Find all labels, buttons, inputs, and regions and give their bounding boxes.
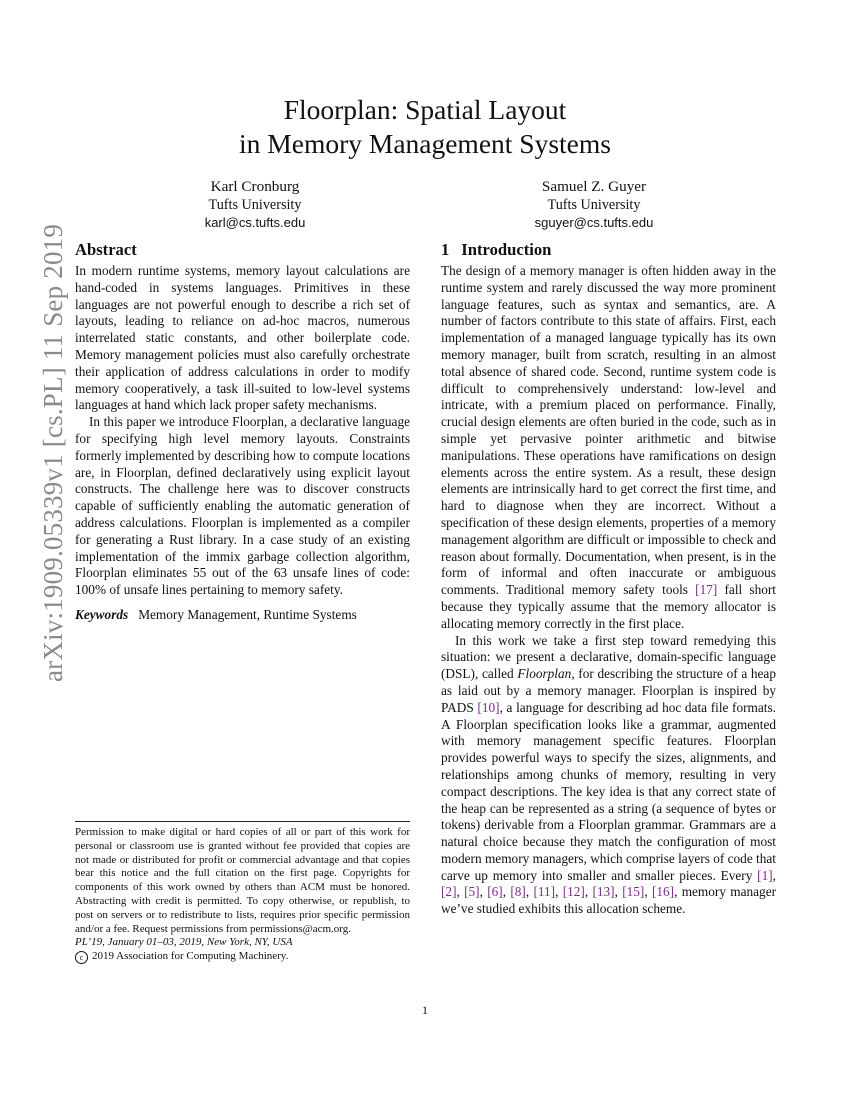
- author-block-2: [484, 178, 704, 232]
- left-column: [75, 240, 410, 624]
- footnote-rule: [75, 821, 410, 822]
- author-affiliation: Tufts University: [208, 197, 302, 213]
- citation-link[interactable]: [6]: [487, 884, 503, 900]
- citation-link[interactable]: [15]: [622, 884, 645, 900]
- introduction-heading: [441, 240, 776, 260]
- copyright-line: [75, 950, 410, 964]
- section-title: Introduction: [461, 240, 552, 259]
- citation-link[interactable]: [13]: [592, 884, 615, 900]
- section-number: 1: [441, 240, 450, 259]
- right-column: [441, 240, 776, 918]
- intro-text: fall short because they typically assume that the memory allocator is allocating memory correctly in the first place.: [441, 582, 776, 631]
- intro-text: The design of a memory manager is often hidden away in the runtime system and rarely discussed the way more prominent language features, such as syntax and semantics, are. A number of factors contribute to this state of affairs. First, each implementation of a managed language typically has its own memory manager, built from scratch, resulting in an almost total absence of shared code. Second, runtime system code is difficult to comprehensively understand: low-level and intricate, with a premium placed on performance. Finally, crucial design elements are often buried in the code, such as in simple yet pervasive pointer arithmetic and bitwise manipulations. These operations have ramifications on design elements across the entire system. As a result, these design elements are intrinsically hard to get correct the first time, and hard to diagnose when they are incorrect. Without a specification of these design elements, properties of a memory management algorithm are difficult or impossible to check and reason about formally. Documentation, when present, is in the form of informal and often inaccurate or ambiguous comments. Traditional memory safety tools: [441, 263, 776, 598]
- author-block-1: [145, 178, 365, 232]
- permission-text: Permission to make digital or hard copies of all or part of this work for personal or classroom use is granted without fee provided that copies are not made or distributed for profit or commercial advantage and that copies bear this notice and the full citation on the first page. Copyrights for components of this work owned by others than ACM must be honored. Abstracting with credit is permitted. To copy otherwise, or republish, to post on servers or to redistribute to lists, requires prior specific permission and/or a fee. Request permissions from permissions@acm.org.: [75, 826, 410, 935]
- author-email[interactable]: karl@cs.tufts.edu: [204, 215, 306, 230]
- title-line-2: in Memory Management Systems: [239, 128, 611, 159]
- intro-text: , for describing the structure of a heap as laid out by a memory manager. Floorplan is inspired by PADS: [441, 666, 776, 715]
- intro-text: , a language for describing ad hoc data file formats. A Floorplan specification looks like a grammar, augmented with memory management specific features. Floorplan provides powerful ways to specify the sizes, alignments, and relationships among chunks of memory, resulting in very compact descriptions. The key idea is that any correct state of the heap can be represented as a string (a sequence of bytes or tokens) derivable from a Floorplan grammar. Grammars are a natural choice because they match the configuration of most modern memory managers, which comprise layers of code that carve up memory into smaller and smaller pieces. Every: [441, 699, 776, 883]
- citation-link[interactable]: [11]: [533, 884, 556, 900]
- keywords-line: [75, 607, 410, 624]
- keywords-value: Memory Management, Runtime Systems: [138, 606, 357, 622]
- abstract-heading: Abstract: [75, 240, 137, 259]
- author-name: Samuel Z. Guyer: [541, 178, 647, 195]
- paper-title: [0, 93, 850, 161]
- author-affiliation: Tufts University: [547, 197, 641, 213]
- copyright-icon: c: [75, 951, 88, 964]
- intro-paragraph-1: [441, 263, 776, 633]
- permission-footnote: [75, 826, 410, 964]
- citation-link[interactable]: [10]: [477, 699, 500, 715]
- citation-link[interactable]: [8]: [510, 884, 526, 900]
- title-line-1: Floorplan: Spatial Layout: [283, 94, 567, 125]
- citation-link[interactable]: [17]: [695, 582, 718, 598]
- citation-link[interactable]: [12]: [562, 884, 585, 900]
- copyright-text: 2019 Association for Computing Machinery.: [92, 950, 289, 963]
- author-name: Karl Cronburg: [210, 178, 300, 195]
- citation-list: [1], [2], [5], [6], [8], [11], [12], [13], [15], [16]: [441, 867, 776, 900]
- intro-text: , memory manager we’ve studied exhibits this allocation scheme.: [441, 884, 777, 917]
- conference-info: PL’19, January 01–03, 2019, New York, NY, USA: [75, 936, 293, 949]
- citation-link[interactable]: [1]: [757, 867, 773, 883]
- abstract-paragraph-1: In modern runtime systems, memory layout calculations are hand-coded in systems languages. Primitives in these languages are not powerful enough to describe a rich set of layouts, leading to reliance on ad-hoc macros, numerous interrelated static constants, and other boilerplate code. Memory management policies must also carefully orchestrate their application of address calculations in order to modify memory cooperatively, a task ill-suited to low-level systems languages at hand which lack proper safety mechanisms.: [75, 263, 410, 413]
- intro-text: In this work we take a first step toward remedying this situation: we present a declarative, domain-specific language (DSL), called: [441, 632, 776, 682]
- citation-link[interactable]: [2]: [441, 884, 457, 900]
- citation-link[interactable]: [16]: [651, 884, 675, 900]
- keywords-label: Keywords: [75, 606, 129, 622]
- author-email[interactable]: sguyer@cs.tufts.edu: [534, 215, 654, 230]
- intro-paragraph-2: [441, 633, 776, 919]
- citation-link[interactable]: [5]: [464, 884, 480, 900]
- abstract-paragraph-2: In this paper we introduce Floorplan, a declarative language for specifying high level memory layouts. Constraints formerly implemented by describing how to compute locations are, in Floorplan, defined declaratively using explicit layout constructs. The challenge here was to discover constructs capable of sufficiently enabling the automatic generation of address calculations. Floorplan is implemented as a compiler for generating a Rust library. In a case study of an existing implementation of the immix garbage collection algorithm, Floorplan eliminates 55 out of the 63 unsafe lines of code: 100% of unsafe lines pertaining to memory safety.: [75, 414, 410, 598]
- arxiv-stamp: arXiv:1909.05339v1 [cs.PL] 11 Sep 2019: [38, 223, 68, 682]
- page-number: 1: [422, 1003, 428, 1017]
- floorplan-term: Floorplan: [517, 666, 572, 682]
